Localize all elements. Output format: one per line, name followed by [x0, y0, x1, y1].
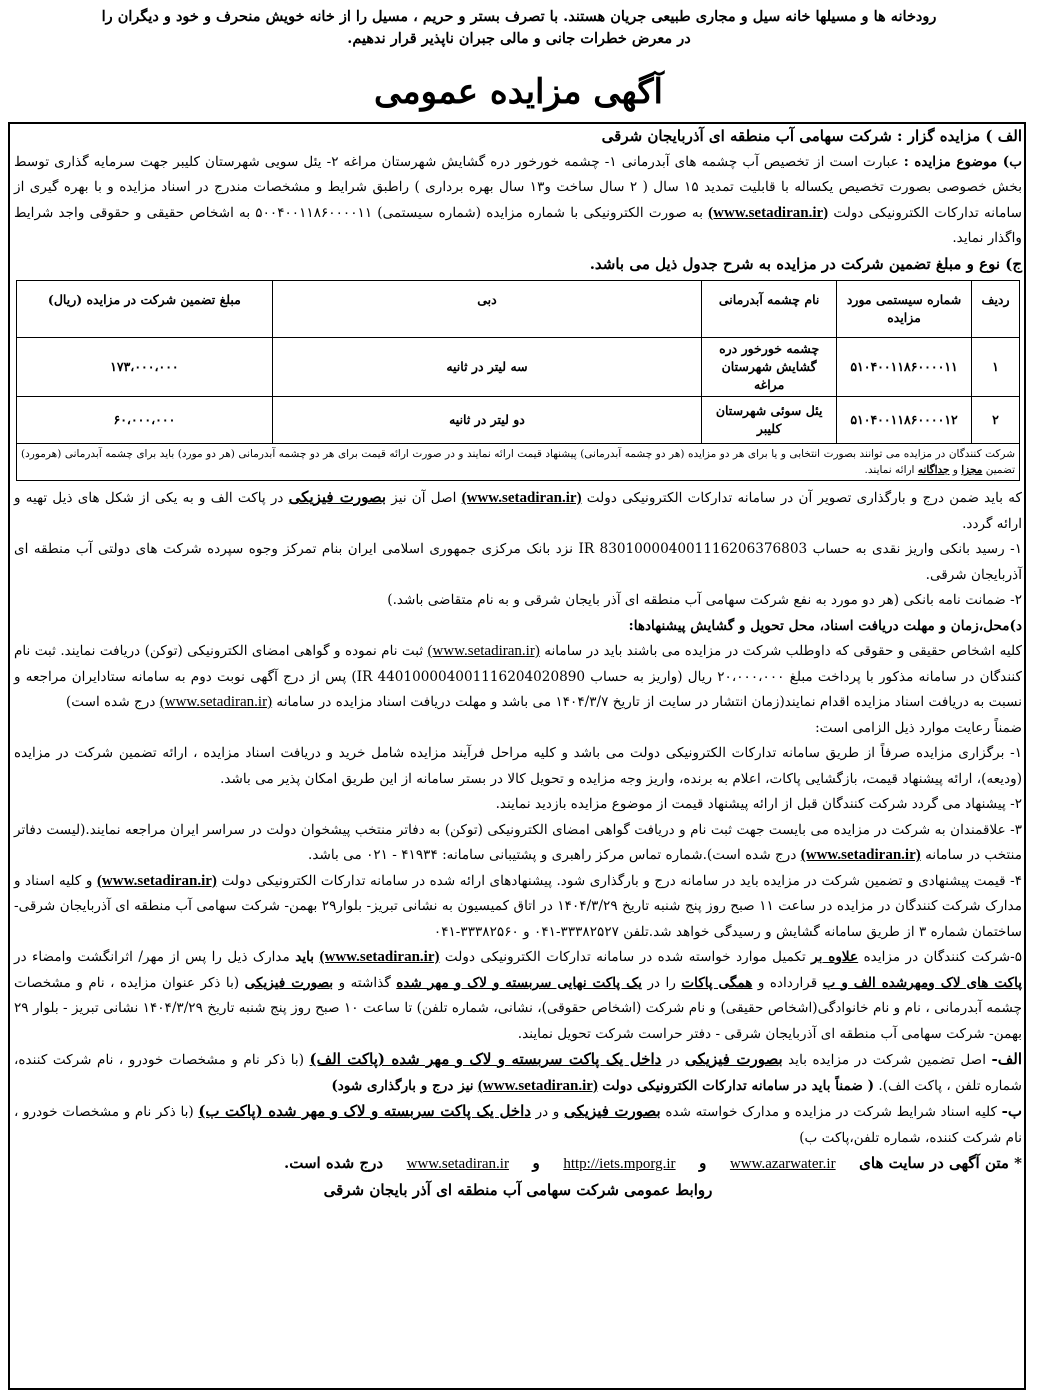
setadiran-link[interactable]: (www.setadiran.ir) — [708, 204, 829, 221]
rule-5 — [14, 945, 1022, 1047]
setadiran-link[interactable]: (www.setadiran.ir) — [800, 847, 921, 863]
table-note-c: ارائه نمایند. — [864, 464, 915, 476]
warning-line-2: در معرض خطرات جانی و مالی جبران ناپذیر قرار ندهیم. — [347, 30, 691, 47]
rule-1: ۱- برگزاری مزایده صرفاً از طریق سامانه تدارکات الکترونیکی دولت می باشد و کلیه مراحل فرآیند مزایده شامل خرید و دریافت اسناد مزایده ، ارائه تضمین شرکت در مزایده (ودیعه)، ارائه پیشنهاد قیمت، بازگشایی پاکات، اعلام به برنده، واریز وجه مزایده و تحویل کالا در بستر سامانه از این طریق امکان پذیر می باشد. — [14, 745, 1022, 787]
footer-posted: درج شده است. — [284, 1154, 384, 1172]
col-header-system-no: شماره سیستمی مورد مزایده — [837, 281, 972, 338]
cell-system-no: ۵۱۰۴۰۰۱۱۸۶۰۰۰۰۱۲ — [837, 397, 972, 444]
section-d-note: ضمناً رعایت موارد ذیل الزامی است: — [815, 719, 1022, 736]
packet-a-bold4: نیز درج و بارگذاری شود) — [331, 1077, 474, 1094]
azarwater-link[interactable]: www.azarwater.ir — [729, 1156, 836, 1172]
table-header-row — [17, 281, 1020, 338]
setadiran-link[interactable]: (www.setadiran.ir) — [477, 1077, 598, 1094]
footer-publisher: روابط عمومی شرکت سهامی آب منطقه ای آذر بایجان شرقی — [323, 1180, 713, 1199]
packet-b-bold2: داخل یک پاکت سربسته و لاک و مهر شده (پاکت ب) — [198, 1102, 531, 1120]
cell-flow: سه لیتر در ثانیه — [272, 338, 701, 397]
packet-b-label: ب- — [1001, 1102, 1022, 1120]
rule-2: ۲- پیشنهاد می گردد شرکت کنندگان قبل از ارائه پیشنهاد قیمت از موضوع مزایده بازدید نمایند. — [495, 796, 1022, 812]
setadiran-link[interactable]: www.setadiran.ir — [406, 1156, 509, 1172]
setadiran-link[interactable]: (www.setadiran.ir) — [319, 949, 440, 965]
section-c-label: ج) نوع و مبلغ تضمین شرکت در مزایده به شرح جدول ذیل می باشد. — [589, 254, 1022, 273]
packet-b — [14, 1099, 1022, 1151]
setadiran-link[interactable]: (www.setadiran.ir) — [461, 490, 582, 506]
cell-system-no: ۵۱۰۴۰۰۱۱۸۶۰۰۰۰۱۱ — [837, 338, 972, 397]
section-b-label: ب) موضوع مزایده : — [903, 153, 1022, 170]
table-note-a: شرکت کنندگان در مزایده می توانند بصورت انتخابی و یا برای هر دو مزایده (هر دو چشمه آبدرمانی) پیشنهاد قیمت ارائه نمایند و در صورت ارائه قیمت برای هر دو چشمه آبدرمانی (هر دو مورد) باید برای چشمه آبدرمانی (هرمورد) تضمین — [21, 448, 1015, 476]
auction-table — [16, 280, 1020, 481]
section-b-text1: عبارت است از تخصیص آب چشمه های آبدرمانی ۱- چشمه خورخور دره گشایش شهرستان مراغه ۲- یئل سویی شهرستان کلیبر جهت سرمایه گذاری توسط بخش خصوصی بصورت تخصیص یکساله با قابلیت تمدید ۱۵ سال ( ۲ سال ساخت و۱۳ سال بهره برداری ) راطبق شرایط و مشخصات مندرج در اسناد مزایده و با بهره گیری از سامانه تدارکات الکترونیکی دولت — [14, 153, 1022, 221]
setadiran-link[interactable]: (www.setadiran.ir) — [159, 694, 273, 710]
cell-guarantee: ۱۷۳،۰۰۰،۰۰۰ — [17, 338, 273, 397]
section-b-text2: به صورت الکترونیکی با شماره مزایده (شماره سیستمی) ۵۰۰۴۰۰۱۱۸۶۰۰۰۰۱۱ به اشخاص حقیقی و حقوقی واجد شرایط واگذار نماید. — [14, 204, 1022, 246]
guarantee-item-1: ۱- رسید بانکی واریز نقدی به حساب IR 830100004001116206376803 نزد بانک مرکزی جمهوری اسلامی ایران بنام تمرکز وجوه سپرده شرکت های دولتی آب منطقه ای آذربایجان شرقی. — [14, 541, 1023, 583]
packet-b-text3: (با ذکر نام و مشخصات خودرو ، نام شرکت کننده، شماره تلفن،پاکت ب) — [14, 1104, 1022, 1146]
rule-4-text1: ۴- قیمت پیشنهادی و تضمین شرکت در مزایده باید در سامانه درج و بارگذاری شود. پیشنهادهای ارائه شده در سامانه تدارکات الکترونیکی دولت — [221, 872, 1022, 889]
table-note-bold1: مجزا — [961, 464, 983, 476]
col-header-spring: نام چشمه آبدرمانی — [702, 281, 837, 338]
guarantee-intro-text2: اصل آن نیز — [391, 490, 457, 506]
table-row — [17, 338, 1020, 397]
rule-5-text6: گذاشته و — [338, 974, 391, 991]
rule-3-text2: درج شده است).شماره تماس مرکز راهبری و پشتیبانی سامانه: ۴۱۹۳۴ - ۰۲۱ می باشد. — [308, 847, 797, 863]
packet-b-text1: کلیه اسناد شرایط شرکت در مزایده و مدارک خواسته شده — [665, 1104, 998, 1120]
section-a: الف ) مزایده گزار : شرکت سهامی آب منطقه ای آذربایجان شرقی — [601, 127, 1022, 145]
table-note-row — [17, 444, 1020, 481]
iets-link[interactable]: http://iets.mporg.ir — [563, 1156, 676, 1172]
guarantee-item-2: ۲- ضمانت نامه بانکی (هر دو مورد به نفع شرکت سهامی آب منطقه ای آذر بایجان شرقی و به نام متقاضی باشد.) — [387, 592, 1022, 608]
packet-a — [14, 1047, 1022, 1099]
table-note-b: و — [952, 464, 958, 476]
warning-line-1: رودخانه ها و مسیلها خانه سیل و مجاری طبیعی جریان هستند. با تصرف بستر و حریم ، مسیل را از خانه خویش منحرف و خود و دیگران را — [101, 8, 937, 25]
cell-spring: یئل سوئی شهرستان کلیبر — [702, 397, 837, 444]
rule-5-bold3: پاکت های لاک ومهرشده الف و ب — [822, 974, 1023, 991]
packet-a-label: الف- — [991, 1050, 1022, 1068]
table-note-bold2: جداگانه — [917, 464, 950, 476]
guarantee-intro-text1: که باید ضمن درج و بارگذاری تصویر آن در سامانه تدارکات الکترونیکی دولت — [586, 490, 1022, 506]
section-b — [14, 150, 1022, 252]
section-d-text-b: ثبت نام نموده و گواهی امضای الکترونیکی (توکن) دریافت نمایند. ثبت نام کنندگان در سامانه مذکور با پرداخت مبلغ ۲۰،۰۰۰،۰۰۰ ریال (واریز به حساب IR 440100004001116204020890) پس از درج آگهی نوبت دوم به سامانه ستادایران مراجعه و نسبت به دریافت اسناد مزایده اقدام نمایند(زمان انتشار در سایت از تاریخ ۱۴۰۴/۳/۷ می باشد و مهلت دریافت اسناد مزایده در سامانه — [14, 643, 1022, 710]
rule-5-text7: (با ذکر عنوان مزایده ، نام و مشخصات چشمه آبدرمانی ، نام و نام خانوادگی(اشخاص حقیقی) و نام شرکت (اشخاص حقوقی)، نشانی، شماره تلفن) تا ساعت ۱۰ صبح روز پنج شنبه تاریخ ۱۴۰۴/۳/۲۹ نشانی تبریز - بلوار ۲۹ بهمن- شرکت سهامی آب منطقه ای آذربایجان شرقی - دفتر حراست شرکت تحویل نمایند. — [14, 974, 1022, 1042]
packet-a-text2: در — [666, 1052, 680, 1068]
rule-5-text5: را در — [647, 974, 676, 991]
rule-5-bold6: بصورت فیزیکی — [244, 974, 334, 991]
rule-5-text2: تکمیل موارد خواسته شده در سامانه تدارکات الکترونیکی دولت — [444, 949, 806, 965]
packet-b-text2: و در — [535, 1104, 560, 1120]
footer-sites-label: * متن آگهی در سایت های — [859, 1154, 1022, 1172]
guarantee-intro — [14, 485, 1022, 537]
guarantee-intro-bold: بصورت فیزیکی — [288, 488, 387, 506]
rule-5-text1: ۵-شرکت کنندگان در مزایده — [863, 949, 1022, 965]
cell-row-no: ۱ — [972, 338, 1020, 397]
section-d-text-c: درج شده است) — [65, 694, 156, 710]
rule-3 — [14, 818, 1022, 869]
packet-b-bold1: بصورت فیزیکی — [563, 1102, 661, 1120]
rule-5-bold5: یک پاکت نهایی سربسته و لاک و مهر شده — [396, 974, 643, 991]
cell-row-no: ۲ — [972, 397, 1020, 444]
page-title: آگهی مزایده عمومی — [374, 72, 663, 112]
setadiran-link[interactable]: (www.setadiran.ir) — [96, 872, 217, 889]
rule-5-bold4: همگی پاکات — [681, 974, 753, 991]
packet-a-text3: (با ذکر نام و مشخصات خودرو ، نام شرکت کننده، شماره تلفن ، پاکت الف). — [14, 1052, 1022, 1094]
guarantee-intro-text3: در پاکت الف و به یکی از شکل های ذیل تهیه و ارائه گردد. — [14, 490, 1022, 532]
cell-flow: دو لیتر در ثانیه — [272, 397, 701, 444]
col-header-row-no: ردیف — [972, 281, 1020, 338]
footer-and: و — [532, 1154, 540, 1172]
table-note — [17, 444, 1020, 481]
section-d-paragraph — [14, 639, 1022, 716]
notice-body — [14, 124, 1022, 1203]
section-d-text-a: کلیه اشخاص حقیقی و حقوقی که داوطلب شرکت در مزایده می باشند باید در سامانه — [544, 643, 1022, 659]
cell-spring: چشمه خورخور دره گشایش شهرستان مراغه — [702, 338, 837, 397]
rule-4 — [14, 869, 1022, 946]
col-header-guarantee: مبلغ تضمین شرکت در مزایده (ریال) — [17, 281, 273, 338]
rule-5-text4: قرارداده و — [757, 974, 818, 991]
packet-a-bold3: ( ضمناً باید در سامانه تدارکات الکترونیکی دولت — [602, 1077, 875, 1094]
rule-5-text3: مدارک ذیل را پس از مهر/ اثرانگشت وامضاء در — [14, 949, 290, 965]
footer-sites — [14, 1151, 1022, 1178]
table-row — [17, 397, 1020, 444]
packet-a-bold2: داخل یک پاکت سربسته و لاک و مهر شده (پاکت الف) — [309, 1050, 662, 1068]
cell-guarantee: ۶۰،۰۰۰،۰۰۰ — [17, 397, 273, 444]
col-header-flow: دبی — [272, 281, 701, 338]
section-d-label: د)محل،زمان و مهلت دریافت اسناد، محل تحویل و گشایش پیشنهادها: — [628, 617, 1022, 634]
packet-a-text1: اصل تضمین شرکت در مزایده باید — [788, 1052, 986, 1068]
rule-5-bold1: علاوه بر — [811, 949, 859, 965]
rule-5-bold2: باید — [295, 949, 315, 965]
footer-and: و — [699, 1154, 707, 1172]
setadiran-link[interactable]: (www.setadiran.ir) — [427, 643, 540, 659]
packet-a-bold1: بصورت فیزیکی — [685, 1050, 783, 1068]
rule-3-text1: ۳- علاقمندان به شرکت در مزایده می بایست جهت ثبت نام و دریافت گواهی امضای الکترونیکی (توکن) به دفاتر منتخب پیشخوان دولت در سراسر ایران مراجعه نمایند.(لیست دفاتر منتخب در سامانه — [14, 821, 1022, 863]
rule-4-text2: و کلیه اسناد و مدارک شرکت کنندگان در مزایده در ساعت ۱۱ صبح روز پنج شنبه تاریخ ۱۴۰۴/۳/۲۹ در اتاق کمیسیون به نشانی تبریز- بلوار۲۹ بهمن- شرکت سهامی آب منطقه ای آذربایجان شرقی- ساختمان شماره ۳ از طریق سامانه گشایش و رسیدگی خواهد شد.تلفن ۳۳۳۸۲۵۲۷-۰۴۱ و ۳۳۳۸۲۵۶۰-۰۴۱ — [14, 872, 1022, 940]
flood-warning — [14, 6, 1024, 50]
